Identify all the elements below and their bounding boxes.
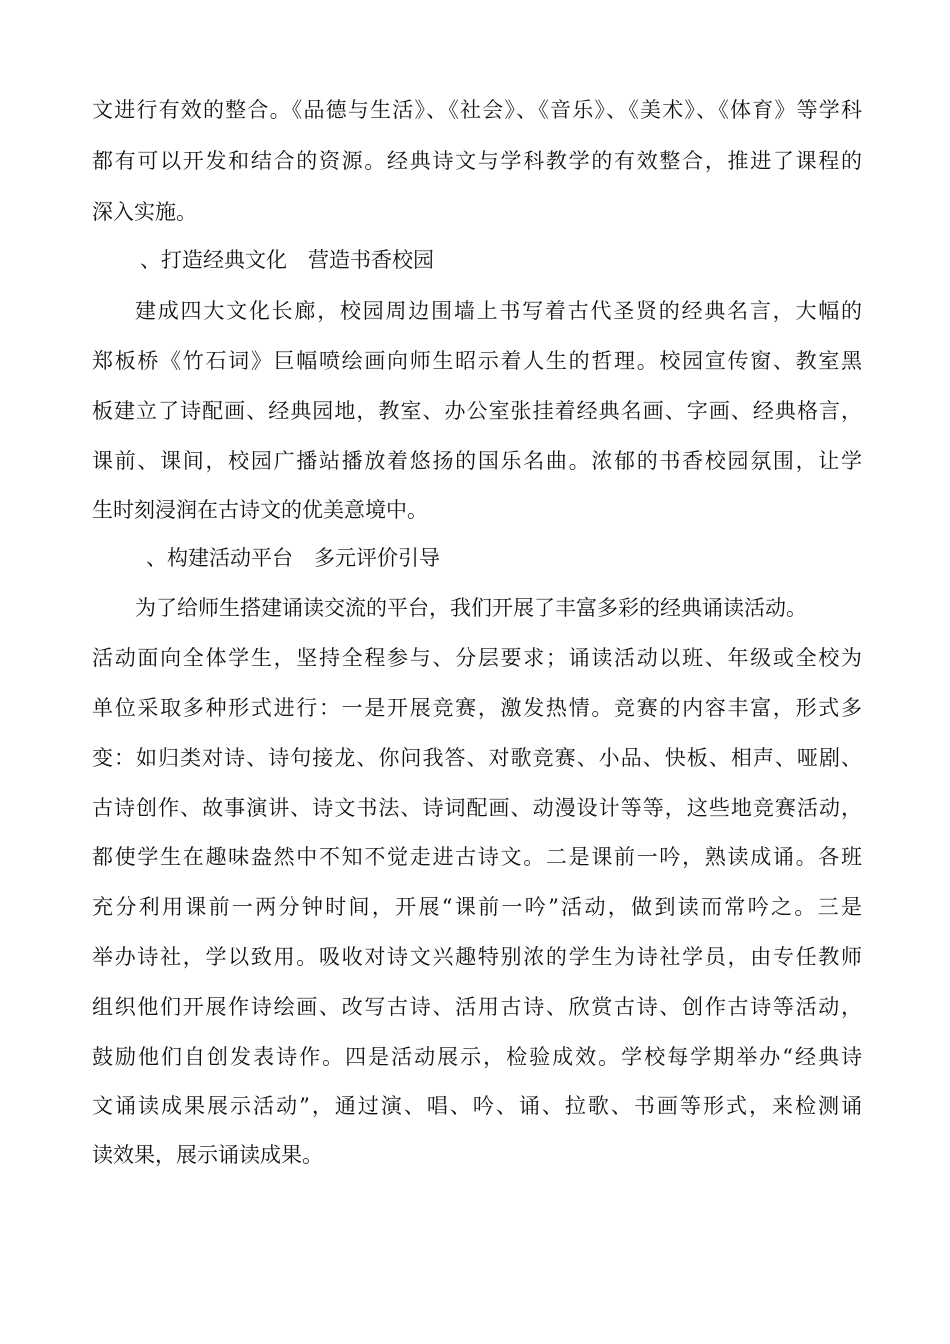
paragraph-2-line-4: 课前、课间，校园广播站播放着悠扬的国乐名曲。浓郁的书香校园氛围，让学 <box>92 449 862 473</box>
paragraph-3-line-4: 变：如归类对诗、诗句接龙、你问我答、对歌竞赛、小品、快板、相声、哑剧、 <box>92 746 862 770</box>
paragraph-3-line-12: 读效果，展示诵读成果。 <box>92 1143 323 1167</box>
paragraph-1-line-1: 文进行有效的整合。《品德与生活》、《社会》、《音乐》、《美术》、《体育》等学科 <box>92 98 862 122</box>
paragraph-3-line-3: 单位采取多种形式进行：一是开展竞赛，激发热情。竞赛的内容丰富，形式多 <box>92 696 862 720</box>
paragraph-3-line-2: 活动面向全体学生，坚持全程参与、分层要求；诵读活动以班、年级或全校为 <box>92 646 862 670</box>
paragraph-3-line-10: 鼓励他们自创发表诗作。四是活动展示，检验成效。学校每学期举办“经典诗 <box>92 1045 862 1069</box>
section-heading-1: 、打造经典文化 营造书香校园 <box>140 248 434 272</box>
paragraph-3-line-11: 文诵读成果展示活动”，通过演、唱、吟、诵、拉歌、书画等形式，来检测诵 <box>92 1094 862 1118</box>
paragraph-2-line-1: 建成四大文化长廊，校园周边围墙上书写着古代圣贤的经典名言，大幅的 <box>135 299 862 323</box>
paragraph-2-line-3: 板建立了诗配画、经典园地，教室、办公室张挂着经典名画、字画、经典格言， <box>92 399 862 423</box>
paragraph-3-line-5: 古诗创作、故事演讲、诗文书法、诗词配画、动漫设计等等，这些地竞赛活动， <box>92 796 862 820</box>
paragraph-1-line-3: 深入实施。 <box>92 200 197 224</box>
paragraph-3-line-8: 举办诗社，学以致用。吸收对诗文兴趣特别浓的学生为诗社学员，由专任教师 <box>92 945 862 969</box>
paragraph-2-line-2: 郑板桥《竹石词》巨幅喷绘画向师生昭示着人生的哲理。校园宣传窗、教室黑 <box>92 349 862 373</box>
paragraph-1-line-2: 都有可以开发和结合的资源。经典诗文与学科教学的有效整合，推进了课程的 <box>92 149 862 173</box>
paragraph-3-line-1: 为了给师生搭建诵读交流的平台，我们开展了丰富多彩的经典诵读活动。 <box>135 596 807 620</box>
paragraph-3-line-6: 都使学生在趣味盎然中不知不觉走进古诗文。二是课前一吟，熟读成诵。各班 <box>92 845 862 869</box>
paragraph-3-line-9: 组织他们开展作诗绘画、改写古诗、活用古诗、欣赏古诗、创作古诗等活动， <box>92 995 862 1019</box>
paragraph-3-line-7: 充分利用课前一两分钟时间，开展“课前一吟”活动，做到读而常吟之。三是 <box>92 895 862 919</box>
section-heading-2: 、构建活动平台 多元评价引导 <box>146 546 440 570</box>
paragraph-2-line-5: 生时刻浸润在古诗文的优美意境中。 <box>92 498 428 522</box>
